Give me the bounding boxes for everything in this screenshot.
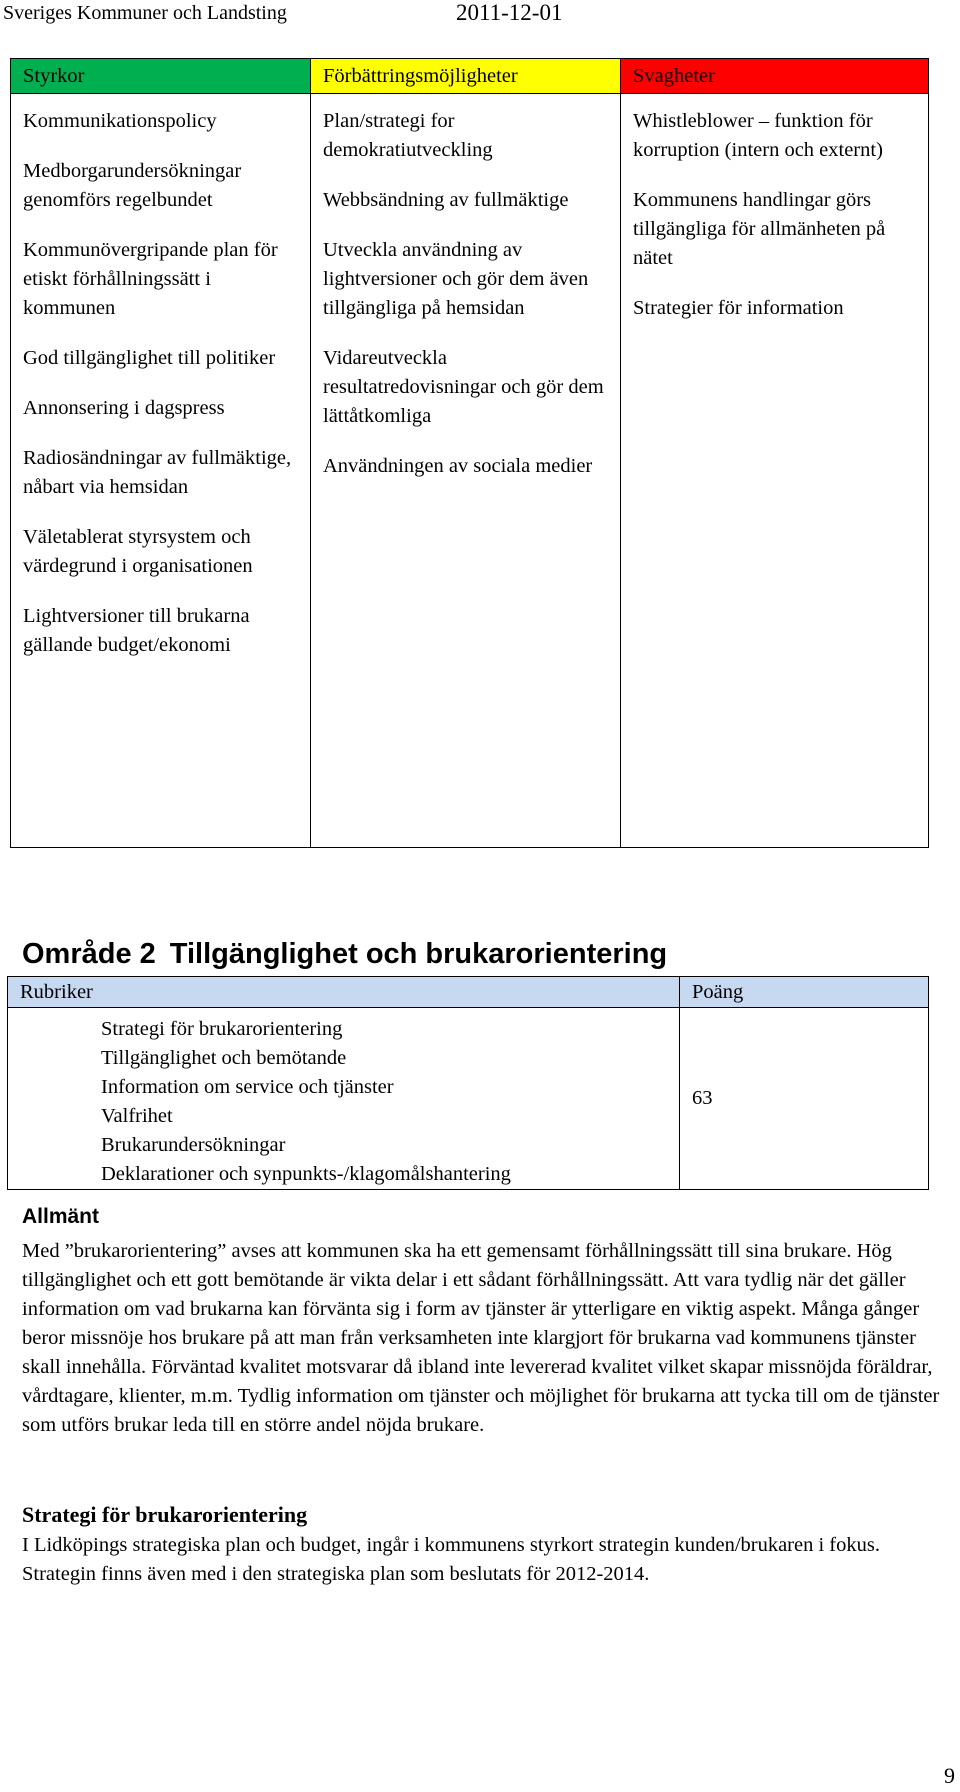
strength-item: Lightversioner till brukarna gällande budget/ekonomi [23,605,250,656]
rubric-item: Strategi för brukarorientering [101,1018,343,1040]
strategy-heading: Strategi för brukarorientering [22,1502,308,1527]
rubric-item: Valfrihet [101,1105,173,1127]
general-heading: Allmänt [22,1205,100,1228]
score-value: 63 [680,1008,929,1190]
rubric-item: Information om service och tjänster [101,1076,394,1098]
improvement-item: Vidareutveckla resultatredovisningar och gör dem lättåtkomliga [323,347,604,427]
area-title: Tillgänglighet och brukarorientering [169,938,668,970]
header-organization: Sveriges Kommuner och Landsting [3,2,287,24]
weakness-item: Kommunens handlingar görs tillgängliga för allmänheten på nätet [633,189,886,269]
improvement-item: Webbsändning av fullmäktige [323,189,569,211]
general-paragraph: Med ”brukarorientering” avses att kommunen ska ha ett gemensamt förhållningssätt till sina brukare. Hög tillgänglighet och ett gott bemötande är vikta delar i ett sådant förhållningssätt. Att vara tydlig när det gäller information om vad brukarna kan förvänta sig i form av tjänster är ytterligare en viktig aspekt. Många gånger beror missnöje hos brukare på att man från verksamheten inte klargjort för brukarna vad kommunens tjänster skall innehålla. Förväntad kvalitet motsvarar då ibland inte levererad kvalitet vilket skapar missnöjda föräldrar, vårdtagare, klienter, m.m. Tydlig information om tjänster och möjlighet för brukarna att tycka till om de tjänster som utförs brukar leda till en större andel nöjda brukare. [22,1240,940,1436]
rubrics-table [7,976,929,1190]
rubrics-list [8,1008,680,1190]
strength-item: Annonsering i dagspress [23,397,225,419]
swot-header-improvements: Förbättringsmöjligheter [311,59,621,94]
swot-header-weaknesses: Svagheter [621,59,929,94]
strength-item: Kommunövergripande plan för etiskt förhållningssätt i kommunen [23,239,278,319]
score-header: Poäng [680,977,929,1008]
rubrics-header: Rubriker [8,977,680,1008]
strength-item: Kommunikationspolicy [23,110,217,132]
strength-item: God tillgänglighet till politiker [23,347,276,369]
strength-item: Väletablerat styrsystem och värdegrund i organisationen [23,526,253,577]
rubric-item: Tillgänglighet och bemötande [101,1047,347,1069]
swot-improvements-cell [311,94,621,848]
area-heading [22,938,667,971]
improvement-item: Användningen av sociala medier [323,455,593,477]
weakness-item: Strategier för information [633,297,844,319]
strategy-paragraph: I Lidköpings strategiska plan och budget, ingår i kommunens styrkort strategin kunden/brukaren i fokus. Strategin finns även med i den strategiska plan som beslutats för 2012-2014. [22,1534,880,1585]
swot-weaknesses-cell [621,94,929,848]
rubric-item: Deklarationer och synpunkts-/klagomålshantering [101,1163,511,1185]
strength-item: Medborgarundersökningar genomförs regelbundet [23,160,242,211]
improvement-item: Plan/strategi for demokratiutveckling [323,110,493,161]
header-date: 2011-12-01 [456,0,563,25]
rubric-item: Brukarundersökningar [101,1134,286,1156]
area-number: Område 2 [22,938,156,970]
weakness-item: Whistleblower – funktion för korruption (intern och externt) [633,110,883,161]
page-number: 9 [944,1763,955,1788]
swot-strengths-cell [11,94,311,848]
strength-item: Radiosändningar av fullmäktige, nåbart via hemsidan [23,447,292,498]
swot-table [10,58,929,848]
improvement-item: Utveckla användning av lightversioner och gör dem även tillgängliga på hemsidan [323,239,589,319]
swot-header-strengths: Styrkor [11,59,311,94]
